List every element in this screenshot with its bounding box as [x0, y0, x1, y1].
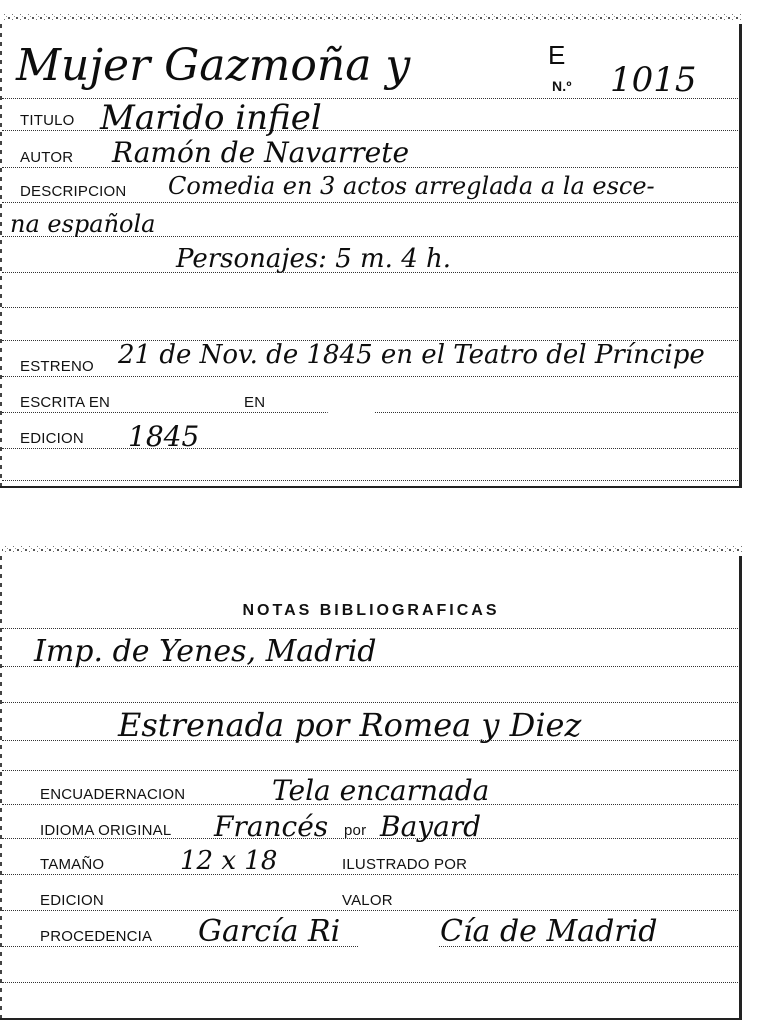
titulo-label: TITULO [20, 112, 75, 129]
ruled-line [2, 448, 738, 449]
card-bottom-border [0, 486, 742, 488]
autor-label: AUTOR [20, 149, 74, 166]
card-right-border [739, 24, 742, 488]
notes-heading: NOTAS BIBLIOGRAFICAS [242, 602, 500, 619]
descripcion-value: Comedia en 3 actos arreglada a la esce- [168, 172, 655, 200]
tamano-value: 12 x 18 [180, 846, 278, 876]
estreno-value: 21 de Nov. de 1845 en el Teatro del Príncipe [118, 340, 705, 370]
ruled-line [2, 982, 738, 983]
autor-value: Ramón de Navarrete [112, 136, 410, 169]
tamano-label: TAMAÑO [40, 856, 105, 873]
torn-edge [0, 542, 742, 556]
procedencia-label: PROCEDENCIA [40, 928, 153, 945]
card-left-border [0, 24, 2, 488]
ruled-line [2, 770, 738, 771]
escrita-en-label: ESCRITA EN [20, 394, 111, 411]
handwritten-title-line1: Mujer Gazmoña y [16, 40, 411, 91]
en-label: EN [244, 394, 266, 411]
card-right-border [739, 556, 742, 1020]
edicion-label: EDICION [40, 892, 104, 909]
number-label: N.º [552, 78, 572, 94]
ruled-line [2, 702, 738, 703]
encuadernacion-label: ENCUADERNACION [40, 786, 186, 803]
number-value: 1015 [610, 60, 697, 100]
catalog-card-front [0, 10, 742, 488]
ruled-line [2, 628, 738, 629]
procedencia-value-start: García Ri [198, 914, 341, 949]
ruled-line [2, 874, 738, 875]
ruled-line [2, 202, 738, 203]
por-label: por [344, 822, 367, 839]
torn-edge [0, 10, 742, 24]
edicion-label: EDICION [20, 430, 84, 447]
ilustrado-por-label: ILUSTRADO POR [342, 856, 468, 873]
por-value: Bayard [380, 810, 482, 843]
idioma-value: Francés [214, 810, 329, 843]
erased-area [358, 918, 438, 976]
imprenta-text: Imp. de Yenes, Madrid [34, 634, 377, 669]
encuadernacion-value: Tela encarnada [272, 774, 490, 807]
valor-label: VALOR [342, 892, 393, 909]
personajes-text: Personajes: 5 m. 4 h. [176, 244, 452, 274]
ruled-line [2, 910, 738, 911]
descripcion-label: DESCRIPCION [20, 183, 127, 200]
card-bottom-border [0, 1018, 742, 1020]
titulo-value: Marido infiel [100, 98, 322, 138]
descripcion-continuation: na española [10, 210, 156, 238]
ruled-line [2, 376, 738, 377]
idioma-original-label: IDIOMA ORIGINAL [40, 822, 172, 839]
number-letter: E [548, 40, 566, 70]
procedencia-value-end: Cía de Madrid [440, 914, 658, 949]
edicion-value: 1845 [128, 420, 200, 453]
ruled-line [2, 480, 738, 481]
catalog-card-back [0, 542, 742, 1020]
erased-area [322, 404, 380, 446]
card-left-border [0, 556, 2, 1020]
estreno-label: ESTRENO [20, 358, 94, 375]
estrenada-text: Estrenada por Romea y Diez [118, 706, 582, 744]
ruled-line [2, 307, 738, 308]
